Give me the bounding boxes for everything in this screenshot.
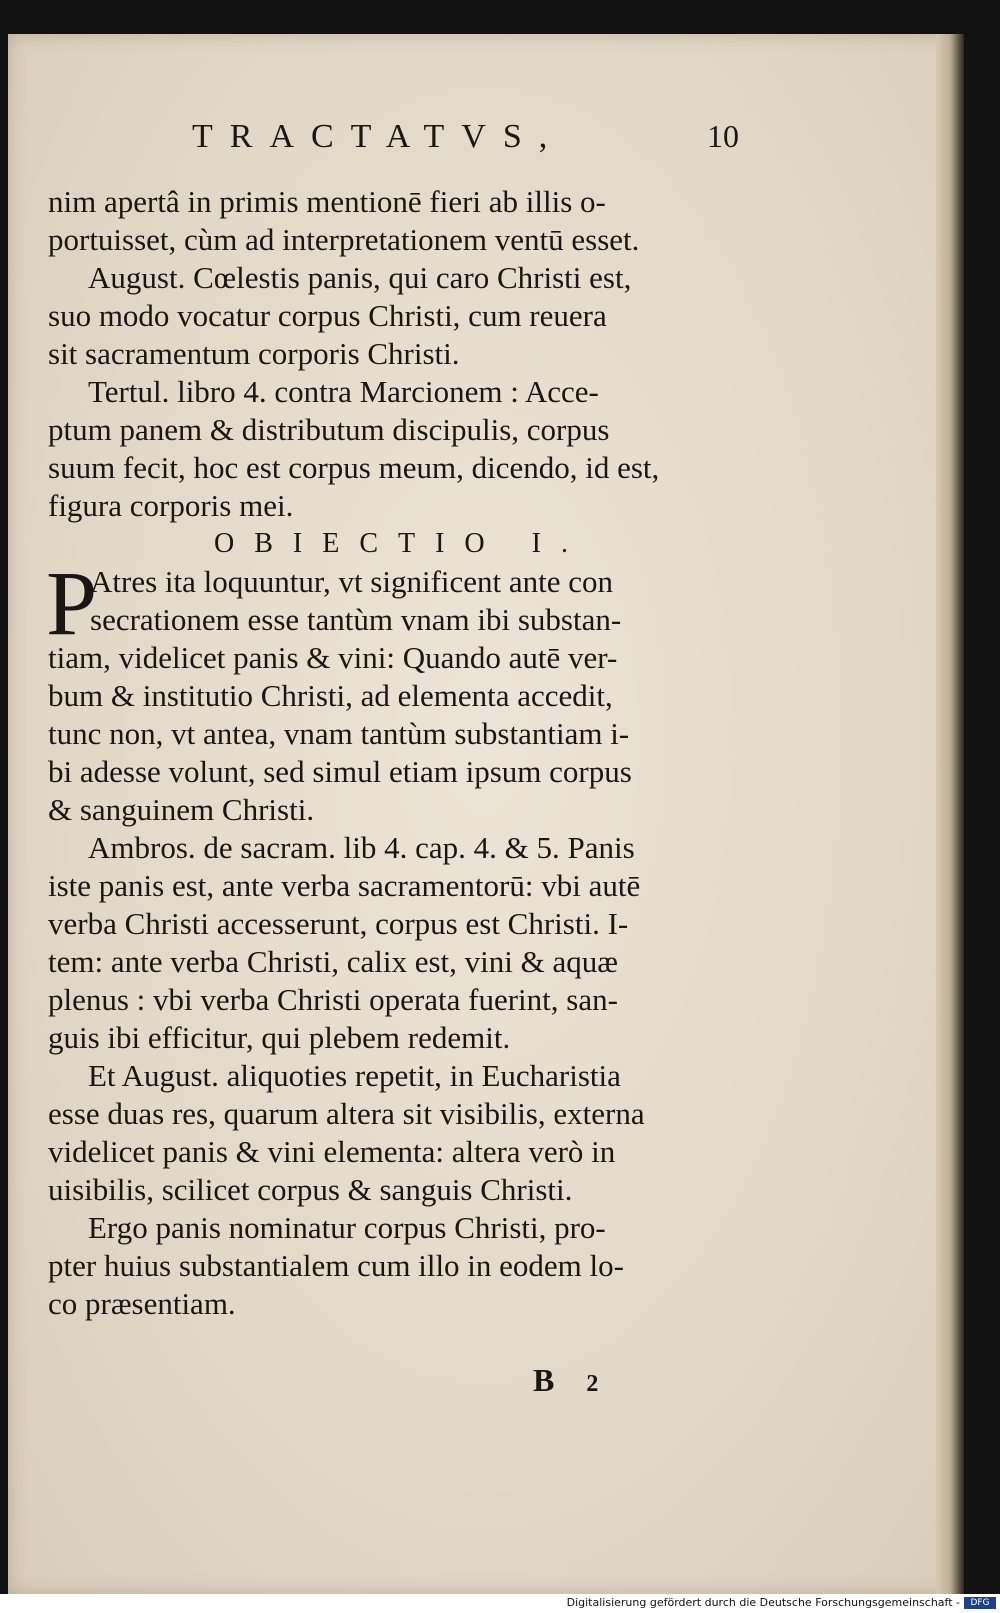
text-line: suo modo vocatur corpus Christi, cum reuera [48,298,607,333]
section-heading: OBIECTIO I. [214,528,588,559]
page-number: 10 [707,118,739,154]
text-line: bi adesse volunt, sed simul etiam ipsum corpus [48,754,632,789]
text-line: plenus : vbi verba Christi operata fuerint, san- [48,982,618,1017]
text-line: videlicet panis & vini elementa: altera verò in [48,1134,616,1169]
text-line: portuisset, cùm ad interpretationem ventū esset. [48,222,640,257]
running-title: TRACTATVS, [192,118,565,155]
text-line: ptum panem & distributum discipulis, corpus [48,412,610,447]
text-line: bum & institutio Christi, ad elementa accedit, [48,678,613,713]
main-text [48,183,738,1323]
text-line: uisibilis, scilicet corpus & sanguis Christi. [48,1172,573,1207]
signature-letter: B [533,1362,555,1398]
dfg-logo: DFG [964,1597,996,1609]
text-line: figura corporis mei. [48,488,294,523]
text-line: Et August. aliquoties repetit, in Eucharistia [88,1058,621,1093]
text-line: pter huius substantialem cum illo in eodem lo- [48,1248,624,1283]
text-line: sit sacramentum corporis Christi. [48,336,460,371]
text-line: August. Cœlestis panis, qui caro Christi est, [88,260,632,295]
text-line: verba Christi accesserunt, corpus est Christi. I- [48,906,629,941]
signature-number: 2 [586,1371,599,1397]
drop-cap: P [46,552,98,654]
text-line: Ergo panis nominatur corpus Christi, pro- [88,1210,606,1245]
text-line: tem: ante verba Christi, calix est, vini & aquæ [48,944,618,979]
text-line: guis ibi efficitur, qui plebem redemit. [48,1020,511,1055]
text-line: & sanguinem Christi. [48,792,315,827]
text-line: tunc non, vt antea, vnam tantùm substantiam i- [48,716,630,751]
objection-paragraph [46,552,738,829]
page-header [0,118,1000,168]
text-line: nim apertâ in primis mentionē fieri ab illis o- [48,184,606,219]
page-edge [936,34,964,1594]
text-line: Ambros. de sacram. lib 4. cap. 4. & 5. Panis [88,830,635,865]
text-line: Tertul. libro 4. contra Marcionem : Acce- [88,374,599,409]
text-line: Atres ita loquuntur, vt significent ante con [90,564,614,599]
text-line: tiam, videlicet panis & vini: Quando autē ver- [48,640,618,675]
footer-bar [0,1594,1000,1613]
text-line: co præsentiam. [48,1286,236,1321]
funding-credit: Digitalisierung gefördert durch die Deutsche Forschungsgemeinschaft - [566,1596,960,1609]
text-line: esse duas res, quarum altera sit visibilis, externa [48,1096,645,1131]
signature-mark [533,1362,598,1399]
text-line: suum fecit, hoc est corpus meum, dicendo, id est, [48,450,660,485]
text-line: iste panis est, ante verba sacramentorū: vbi autē [48,868,641,903]
text-line: secrationem esse tantùm vnam ibi substan- [90,602,622,637]
